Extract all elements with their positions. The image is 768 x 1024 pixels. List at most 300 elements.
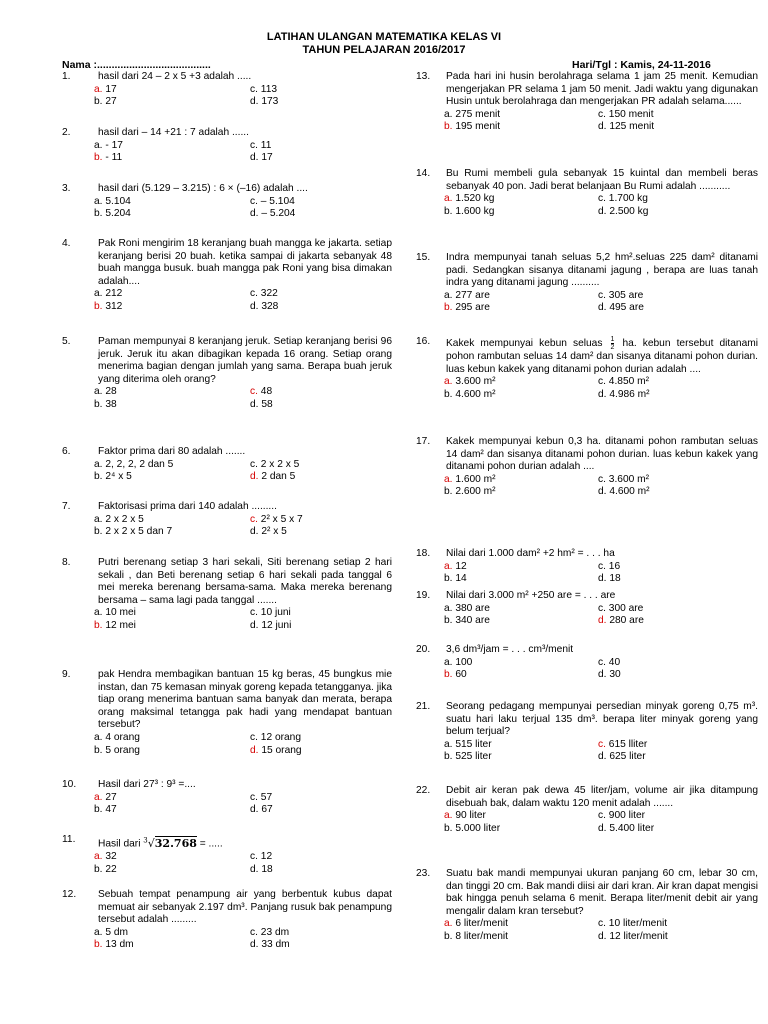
answer-option [598,657,758,670]
answer-option [444,810,598,823]
answer-options [94,288,392,313]
option-letter: c. [250,607,258,619]
option-value: 275 menit [455,108,501,120]
option-letter: c. [250,791,258,803]
answer-options [94,607,392,632]
answer-options [94,459,392,484]
question-text: Nilai dari 1.000 dam² +2 hm² = . . . ha [446,548,615,559]
option-letter: d. [598,121,607,133]
question-text: Bu Rumi membeli gula sebanyak 15 kuintal dan membeli beras sebanyak 40 pon. Jadi berat belanjaan Bu Rumi adalah ........... [446,168,758,192]
question-2 [62,127,392,165]
answer-option [250,140,392,153]
answer-option [250,804,392,817]
option-letter: c. [598,738,606,750]
option-letter: b. [94,208,103,220]
option-value: 33 dm [261,939,290,951]
question-16 [416,336,758,401]
answer-option [598,603,758,616]
option-value: 14 [455,573,467,585]
option-letter: d. [250,863,259,875]
option-letter: c. [250,83,258,95]
option-letter: c. [250,851,258,863]
question-number: 2. [62,127,71,138]
question-number: 3. [62,183,71,194]
option-value: 1.600 m² [455,473,496,485]
option-letter: d. [598,388,607,400]
answer-option [598,121,758,134]
option-letter: c. [598,602,606,614]
option-value: 2² x 5 x 7 [260,513,303,525]
option-value: 340 are [455,615,490,627]
option-value: 2, 2, 2, 2 dan 5 [105,458,174,470]
answer-options [444,810,758,835]
answer-option [444,109,598,122]
option-letter: d. [250,208,259,220]
option-letter: a. [444,289,453,301]
answer-option [94,152,250,165]
option-letter: b. [94,619,103,631]
option-letter: d. [250,939,259,951]
question-text: hasil dari – 14 +21 : 7 adalah ...... [98,127,249,138]
option-value: 17 [105,83,117,95]
option-value: 295 are [455,302,490,314]
option-letter: a. [94,139,103,151]
question-text: hasil dari (5.129 – 3.215) : 6 × (–16) adalah .... [98,183,308,194]
option-value: 12 juni [261,619,292,631]
option-letter: d. [250,96,259,108]
answer-option [94,471,250,484]
option-letter: b. [94,152,103,164]
answer-option [94,745,250,758]
option-value: 5.400 liter [609,822,655,834]
question-number: 23. [416,868,431,879]
option-letter: d. [598,930,607,942]
option-value: 38 [105,398,117,410]
page-title: LATIHAN ULANGAN MATEMATIKA KELAS VI [266,31,502,43]
option-letter: b. [94,526,103,538]
option-letter: b. [444,930,453,942]
question-text-pre: Hasil dari [98,838,144,850]
option-letter: a. [444,560,453,572]
root-index: 3 [143,836,148,844]
option-value: 515 liter [455,738,492,750]
option-letter: a. [94,195,103,207]
answer-options [444,376,758,401]
answer-options [94,140,392,165]
answer-option [94,804,250,817]
answer-options [444,561,758,586]
option-value: 48 [260,386,273,398]
answer-options [94,84,392,109]
question-23 [416,868,758,944]
option-letter: a. [94,288,103,300]
answer-option [250,607,392,620]
question-number: 18. [416,548,431,559]
question-number: 16. [416,336,431,347]
answer-option [444,573,598,586]
answer-option [250,792,392,805]
question-text [446,336,758,376]
option-letter: b. [94,300,103,312]
option-letter: d. [250,744,259,756]
option-value: 5 orang [105,744,140,756]
answer-option [94,732,250,745]
question-19 [416,590,758,628]
question-number: 11. [62,834,76,845]
question-8 [62,557,392,633]
answer-option [598,376,758,389]
answer-options [444,657,758,682]
option-letter: b. [94,398,103,410]
option-value: 2 x 2 x 5 [260,458,300,470]
question-15 [416,252,758,315]
answer-option [94,620,250,633]
option-value: 5.204 [105,208,131,220]
fraction-numerator: 1 [610,336,615,343]
option-value: 17 [261,152,273,164]
question-number: 4. [62,238,71,249]
option-value: 300 are [608,602,644,614]
option-value: 47 [105,804,117,816]
option-letter: d. [598,615,607,627]
option-letter: a. [94,607,103,619]
question-text: Suatu bak mandi mempunyai ukuran panjang 60 cm, lebar 30 cm, dan tinggi 20 cm. Bak mandi diisi air dari kran. Air kran dapat mengisi bak hingga penuh selama 6 menit. Berapa liter/menit debit air yang mengalir dalam kran tersebut? [446,868,759,917]
option-letter: a. [444,602,453,614]
answer-option [444,290,598,303]
option-value: 280 are [609,615,644,627]
answer-option [94,864,250,877]
option-value: 5 dm [105,926,128,938]
option-value: 4.850 m² [608,376,649,388]
option-value: 60 [455,669,467,681]
option-letter: c. [598,193,606,205]
question-number: 9. [62,669,71,680]
option-value: 305 are [608,289,644,301]
option-letter: b. [94,744,103,756]
question-4 [62,238,392,314]
answer-option [94,96,250,109]
answer-option [94,851,250,864]
option-value: 58 [261,398,273,410]
option-value: 4.986 m² [609,388,650,400]
answer-options [444,193,758,218]
answer-option [94,399,250,412]
answer-option [444,121,598,134]
option-value: 4.600 m² [455,388,496,400]
option-letter: d. [250,152,259,164]
answer-option [250,196,392,209]
option-value: - 17 [105,139,123,151]
answer-option [250,745,392,758]
option-letter: d. [250,804,259,816]
option-letter: a. [444,810,453,822]
answer-option [444,823,598,836]
answer-option [444,389,598,402]
option-value: 15 orang [261,744,302,756]
answer-option [250,152,392,165]
answer-option [250,386,392,399]
option-value: 113 [260,83,278,95]
option-value: 173 [261,96,279,108]
answer-option [598,561,758,574]
root-value: 32.768 [154,836,197,850]
question-14 [416,168,758,218]
option-letter: c. [250,288,258,300]
option-letter: b. [444,205,453,217]
answer-option [444,193,598,206]
answer-option [598,573,758,586]
option-letter: b. [444,302,453,314]
answer-option [444,657,598,670]
option-letter: a. [444,108,453,120]
answer-options [94,386,392,411]
answer-option [444,669,598,682]
answer-option [598,290,758,303]
option-letter: d. [598,205,607,217]
question-text: Hasil dari 27³ : 9³ =.... [98,779,196,790]
answer-option [250,84,392,97]
option-value: 28 [105,386,117,398]
option-value: 90 liter [455,810,486,822]
option-value: 5.000 liter [455,822,501,834]
option-value: 40 [608,656,621,668]
answer-options [444,109,758,134]
date-field: Hari/Tgl : Kamis, 24-11-2016 [572,59,711,71]
question-text: Pada hari ini husin berolahraga selama 1 jam 25 menit. Kemudian mengerjakan PR selama 1 jam 50 menit. Jadi waktu yang digunakan Husin untuk berolahraga dan mengerjakan PR adalah selama...... [446,71,758,108]
option-value: 10 mei [105,607,136,619]
fraction-denominator: 2 [610,344,615,351]
radical-sign: √ [147,836,155,850]
option-letter: d. [250,619,259,631]
option-letter: a. [444,376,453,388]
question-3 [62,183,392,221]
option-value: 2² x 5 [261,526,287,538]
option-letter: d. [250,471,259,483]
answer-options [444,739,758,764]
option-value: 2.600 m² [455,486,496,498]
option-letter: b. [444,388,453,400]
option-letter: b. [444,751,453,763]
option-letter: a. [94,851,103,863]
question-21 [416,701,758,764]
question-number: 19. [416,590,431,601]
option-letter: c. [250,458,258,470]
option-value: 13 dm [105,939,134,951]
option-value: 900 liter [608,810,646,822]
answer-option [250,514,392,527]
answer-option [598,810,758,823]
option-letter: d. [598,573,607,585]
option-value: 23 dm [260,926,290,938]
question-22 [416,785,758,835]
question-12 [62,889,392,952]
option-value: 16 [608,560,621,572]
question-number: 13. [416,71,431,82]
question-number: 20. [416,644,431,655]
answer-option [444,751,598,764]
answer-option [250,288,392,301]
option-value: 312 [105,300,123,312]
option-letter: d. [250,526,259,538]
answer-option [250,851,392,864]
question-18 [416,548,758,586]
question-number: 10. [62,779,77,790]
question-10 [62,779,392,817]
option-letter: a. [94,926,103,938]
option-value: 380 are [455,602,490,614]
answer-option [94,196,250,209]
option-value: 12 liter/menit [609,930,668,942]
option-value: 1.600 kg [455,205,495,217]
question-5 [62,336,392,412]
option-value: 3.600 m² [455,376,496,388]
answer-option [598,302,758,315]
option-value: 100 [455,656,473,668]
question-text: Indra mempunyai tanah seluas 5,2 hm².seluas 225 dam² ditanami padi. Sedangkan sisanya ditanami jagung , berapa are luas tanah indra yang ditanami jagung .......... [446,252,758,289]
answer-option [444,486,598,499]
option-letter: d. [250,398,259,410]
answer-option [444,615,598,628]
answer-option [94,288,250,301]
option-value: 277 are [455,289,490,301]
option-letter: a. [94,458,103,470]
option-letter: a. [94,791,103,803]
question-number: 17. [416,436,431,447]
option-value: 12 [260,851,273,863]
question-text-pre: Kakek mempunyai kebun seluas [446,338,609,350]
option-value: – 5.104 [260,195,295,207]
option-letter: a. [444,738,453,750]
option-letter: d. [250,300,259,312]
option-value: 2.500 kg [609,205,649,217]
question-text [98,834,392,851]
question-20 [416,644,758,682]
answer-options [444,290,758,315]
answer-option [94,208,250,221]
option-letter: b. [444,615,453,627]
option-value: 6 liter/menit [455,918,508,930]
option-letter: c. [598,376,606,388]
option-letter: c. [250,513,258,525]
question-text: pak Hendra membagikan bantuan 15 kg beras, 45 bungkus mie instan, dan 75 kemasan minyak goreng kepada tetangganya. jika tiap orang menerima bantuan sama banyak dan merata, berapa orang maksimal tetangga pak hadi yang mendapat bantuan tersebut? [98,669,392,731]
answer-option [94,301,250,314]
option-value: 57 [260,791,273,803]
option-letter: a. [444,473,453,485]
answer-option [598,918,758,931]
option-letter: c. [598,108,606,120]
answer-option [598,486,758,499]
question-number: 1. [62,71,71,82]
option-value: 18 [609,573,621,585]
option-letter: c. [598,656,606,668]
answer-option [250,939,392,952]
question-6 [62,446,392,484]
answer-option [250,459,392,472]
option-letter: d. [598,486,607,498]
option-value: 10 juni [260,607,291,619]
option-letter: b. [94,863,103,875]
answer-option [94,84,250,97]
answer-option [444,474,598,487]
question-number: 15. [416,252,431,263]
option-value: 2 dan 5 [261,471,296,483]
option-letter: d. [598,669,607,681]
answer-option [598,193,758,206]
answer-option [598,823,758,836]
question-text: Debit air keran pak dewa 45 liter/jam, volume air jika ditampung disebuah bak, dalam waktu 120 menit adalah ....... [446,785,758,809]
option-letter: b. [94,96,103,108]
question-17 [416,436,758,499]
question-7 [62,501,392,539]
answer-option [94,526,250,539]
answer-option [444,302,598,315]
option-letter: a. [94,386,103,398]
option-letter: c. [598,289,606,301]
answer-option [444,206,598,219]
option-letter: b. [94,804,103,816]
question-text: Kakek mempunyai kebun 0,3 ha. ditanami pohon rambutan seluas 14 dam² dan sisanya ditanami pohon durian. luas kebun kakek yang ditanami pohon durian adalah .... [446,436,758,473]
answer-option [250,620,392,633]
answer-option [250,927,392,940]
question-text: Putri berenang setiap 3 hari sekali, Siti berenang setiap 2 hari sekali , dan Beti berenang setiap 6 hari sekali pada tanggal 6 mei mereka berenang bersama-sama. Maka mereka berenang bersama – sama lagi pada tanggal ....... [98,557,392,606]
option-value: 8 liter/menit [455,930,508,942]
answer-option [94,386,250,399]
option-letter: b. [444,486,453,498]
question-text: Faktorisasi prima dari 140 adalah ......... [98,501,277,512]
option-letter: d. [598,751,607,763]
answer-options [94,851,392,876]
answer-option [250,471,392,484]
option-letter: b. [444,121,453,133]
option-letter: b. [444,669,453,681]
answer-option [598,474,758,487]
question-number: 5. [62,336,71,347]
option-value: 27 [105,96,117,108]
option-letter: c. [598,918,606,930]
option-letter: b. [94,939,103,951]
answer-option [444,603,598,616]
option-value: 30 [609,669,621,681]
option-value: 322 [260,288,278,300]
question-number: 7. [62,501,71,512]
option-value: 1.700 kg [608,193,648,205]
question-number: 14. [416,168,431,179]
answer-option [250,399,392,412]
page-subtitle: TAHUN PELAJARAN 2016/2017 [302,44,466,56]
answer-option [94,607,250,620]
answer-option [598,615,758,628]
option-value: 12 mei [105,619,136,631]
question-text: hasil dari 24 – 2 x 5 +3 adalah ..... [98,71,252,82]
option-value: 625 liter [609,751,646,763]
question-text: Seorang pedagang mempunyai persedian minyak goreng 0,75 m³. suatu hari laku terjual 135 dm³. berapa liter minyak goreng yang belum terjual? [446,701,758,738]
option-value: 4 orang [105,731,140,743]
answer-option [598,751,758,764]
option-letter: a. [444,656,453,668]
question-text: Pak Roni mengirim 18 keranjang buah mangga ke jakarta. setiap keranjang berisi 20 buah. ketika sampai di jakarta sebanyak 48 buah mangga busuk. buah mangga pak Roni yang bisa dimakan adalah.... [98,238,392,287]
option-value: 328 [261,300,279,312]
answer-option [444,739,598,752]
option-value: - 11 [105,152,123,164]
answer-option [250,96,392,109]
question-text-post: ha. kebun tersebut ditanami pohon rambutan seluas 14 dam² dan sisanya ditanami pohon durian. luas kebun kakek yang ditanami pohon durian adalah .... [446,338,758,375]
answer-option [444,376,598,389]
answer-option [598,109,758,122]
answer-option [94,939,250,952]
option-value: 18 [261,863,273,875]
answer-option [598,389,758,402]
question-number: 22. [416,785,431,796]
